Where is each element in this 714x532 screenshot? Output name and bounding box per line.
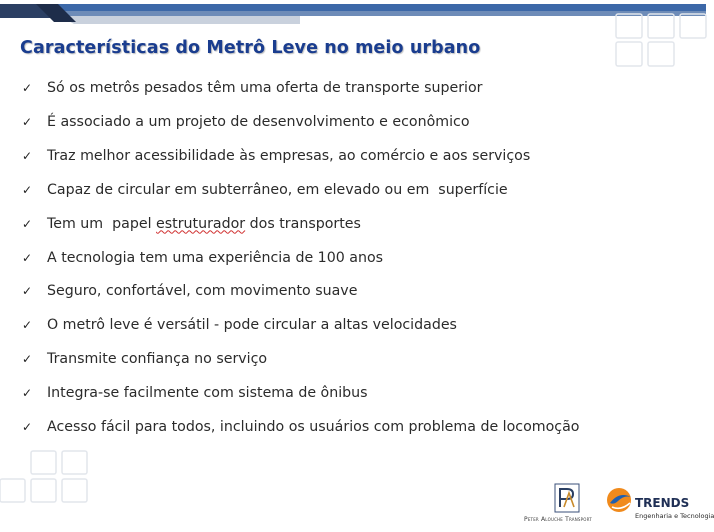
checkmark-icon: ✓ [21, 318, 33, 333]
slide-title: Características do Metrô Leve no meio urbano [20, 38, 481, 58]
bullet-item [0, 144, 706, 168]
bullet-text-segment: Seguro, confortável, com movimento suave [47, 283, 358, 300]
checkmark-icon: ✓ [21, 81, 33, 95]
bullet-text-segment: Integra-se facilmente com sistema de ônibus [47, 385, 368, 402]
bullet-text [47, 351, 267, 367]
checkmark-icon: ✓ [21, 114, 33, 129]
checkmark-icon: ✓ [21, 216, 33, 231]
decorative-squares-bottom-left [0, 448, 92, 508]
bullet-item [0, 246, 706, 270]
bullet-item [0, 76, 706, 100]
bullet-text-segment: Capaz de circular em subterrâneo, em elevado ou em superfície [47, 181, 508, 198]
checkmark-icon: ✓ [21, 352, 33, 367]
trends-logo-name: TRENDS [635, 496, 690, 510]
bullet-item [0, 279, 706, 303]
bullet-text-segment: Transmite confiança no serviço [47, 351, 268, 368]
bullet-item [0, 313, 706, 337]
checkmark-icon: ✓ [21, 284, 33, 299]
bullet-item [0, 415, 706, 439]
bullet-item [0, 212, 706, 236]
bullet-item [0, 178, 706, 202]
bullet-text [47, 182, 508, 198]
bullet-text-segment: Só os metrôs pesados têm uma oferta de transporte superior [47, 80, 483, 96]
header-stripe [0, 0, 706, 26]
trends-logo-swirl-icon [606, 485, 634, 515]
bullet-item [0, 381, 706, 405]
peter-alouche-logo-name: Peter Alouche Transport [524, 516, 592, 523]
bullet-text-segment: dos transportes [245, 215, 361, 232]
decorative-squares-top-right [612, 10, 706, 70]
bullet-text-segment: O metrô leve é versátil - pode circular a altas velocidades [47, 317, 457, 334]
checkmark-icon: ✓ [21, 386, 33, 401]
bullet-text [47, 283, 357, 299]
bullet-text-segment: A tecnologia tem uma experiência de 100 anos [47, 249, 384, 266]
bullet-text [47, 250, 383, 266]
bullet-text-segment: Traz melhor acessibilidade às empresas, ao comércio e aos serviços [47, 147, 531, 164]
checkmark-icon: ✓ [21, 250, 33, 265]
checkmark-icon: ✓ [21, 148, 33, 163]
bullet-text [47, 216, 361, 232]
bullet-item [0, 110, 706, 134]
footer-logos [522, 481, 714, 532]
bullet-text-segment: Tem um papel [47, 215, 157, 232]
peter-alouche-logo-mark [554, 483, 580, 513]
bullet-text [47, 114, 470, 130]
bullet-text [47, 385, 368, 401]
bullet-text-segment: Acesso fácil para todos, incluindo os usuários com problema de locomoção [47, 419, 580, 435]
bullet-item [0, 347, 706, 371]
bullet-text [47, 317, 457, 333]
checkmark-icon: ✓ [21, 182, 33, 197]
bullet-text [47, 419, 579, 435]
checkmark-icon: ✓ [21, 420, 33, 434]
spellcheck-flagged-word: estruturador [156, 215, 246, 232]
bullet-text [47, 148, 530, 164]
bullet-text [47, 80, 482, 96]
bullet-text-segment: É associado a um projeto de desenvolvimento e econômico [47, 113, 470, 130]
trends-logo-subtitle: Engenharia e Tecnologia [635, 512, 714, 520]
